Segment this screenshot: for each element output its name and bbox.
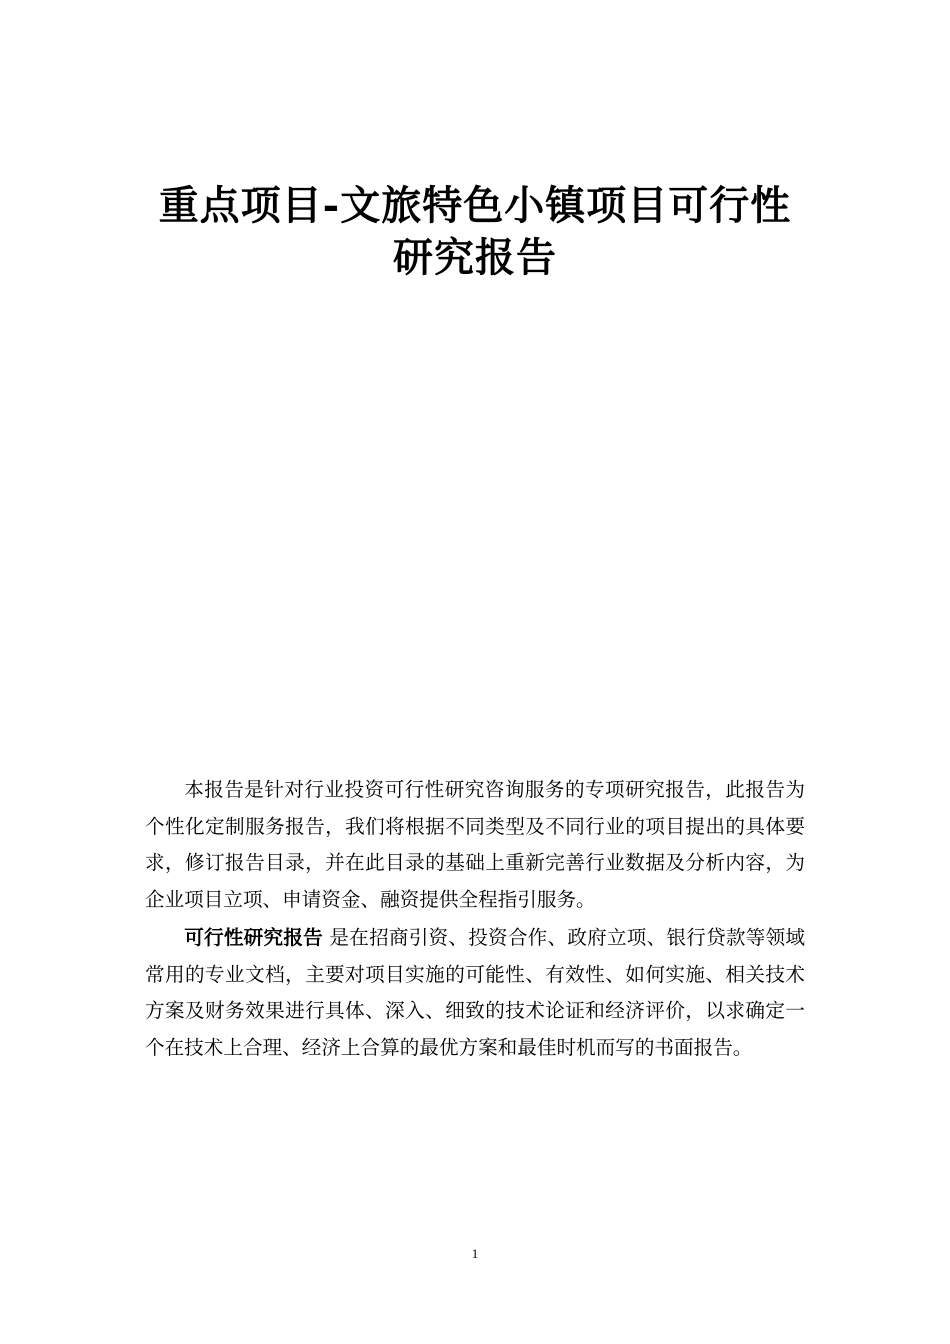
definition-text: 是在招商引资、投资合作、政府立项、银行贷款等领域常用的专业文档，主要对项目实施的可能性、有效性、如何实施、相关技术方案及财务效果进行具体、深入、细致的技术论证和经济评价，以求确定一个在技术上合理、经济上合算的最优方案和最佳时机而写的书面报告。 — [145, 926, 805, 1059]
title-line-1: 重点项目-文旅特色小镇项目可行性 — [158, 182, 792, 229]
page-number: 1 — [471, 1246, 479, 1261]
document-body — [145, 772, 805, 1068]
definition-paragraph — [145, 920, 805, 1066]
intro-paragraph: 本报告是针对行业投资可行性研究咨询服务的专项研究报告，此报告为个性化定制服务报告，我们将根据不同类型及不同行业的项目提出的具体要求，修订报告目录，并在此目录的基础上重新完善行业数据及分析内容，为企业项目立项、申请资金、融资提供全程指引服务。 — [145, 778, 805, 911]
title-line-2: 研究报告 — [393, 234, 557, 281]
document-title — [145, 180, 805, 284]
definition-term: 可行性研究报告 — [184, 926, 323, 949]
